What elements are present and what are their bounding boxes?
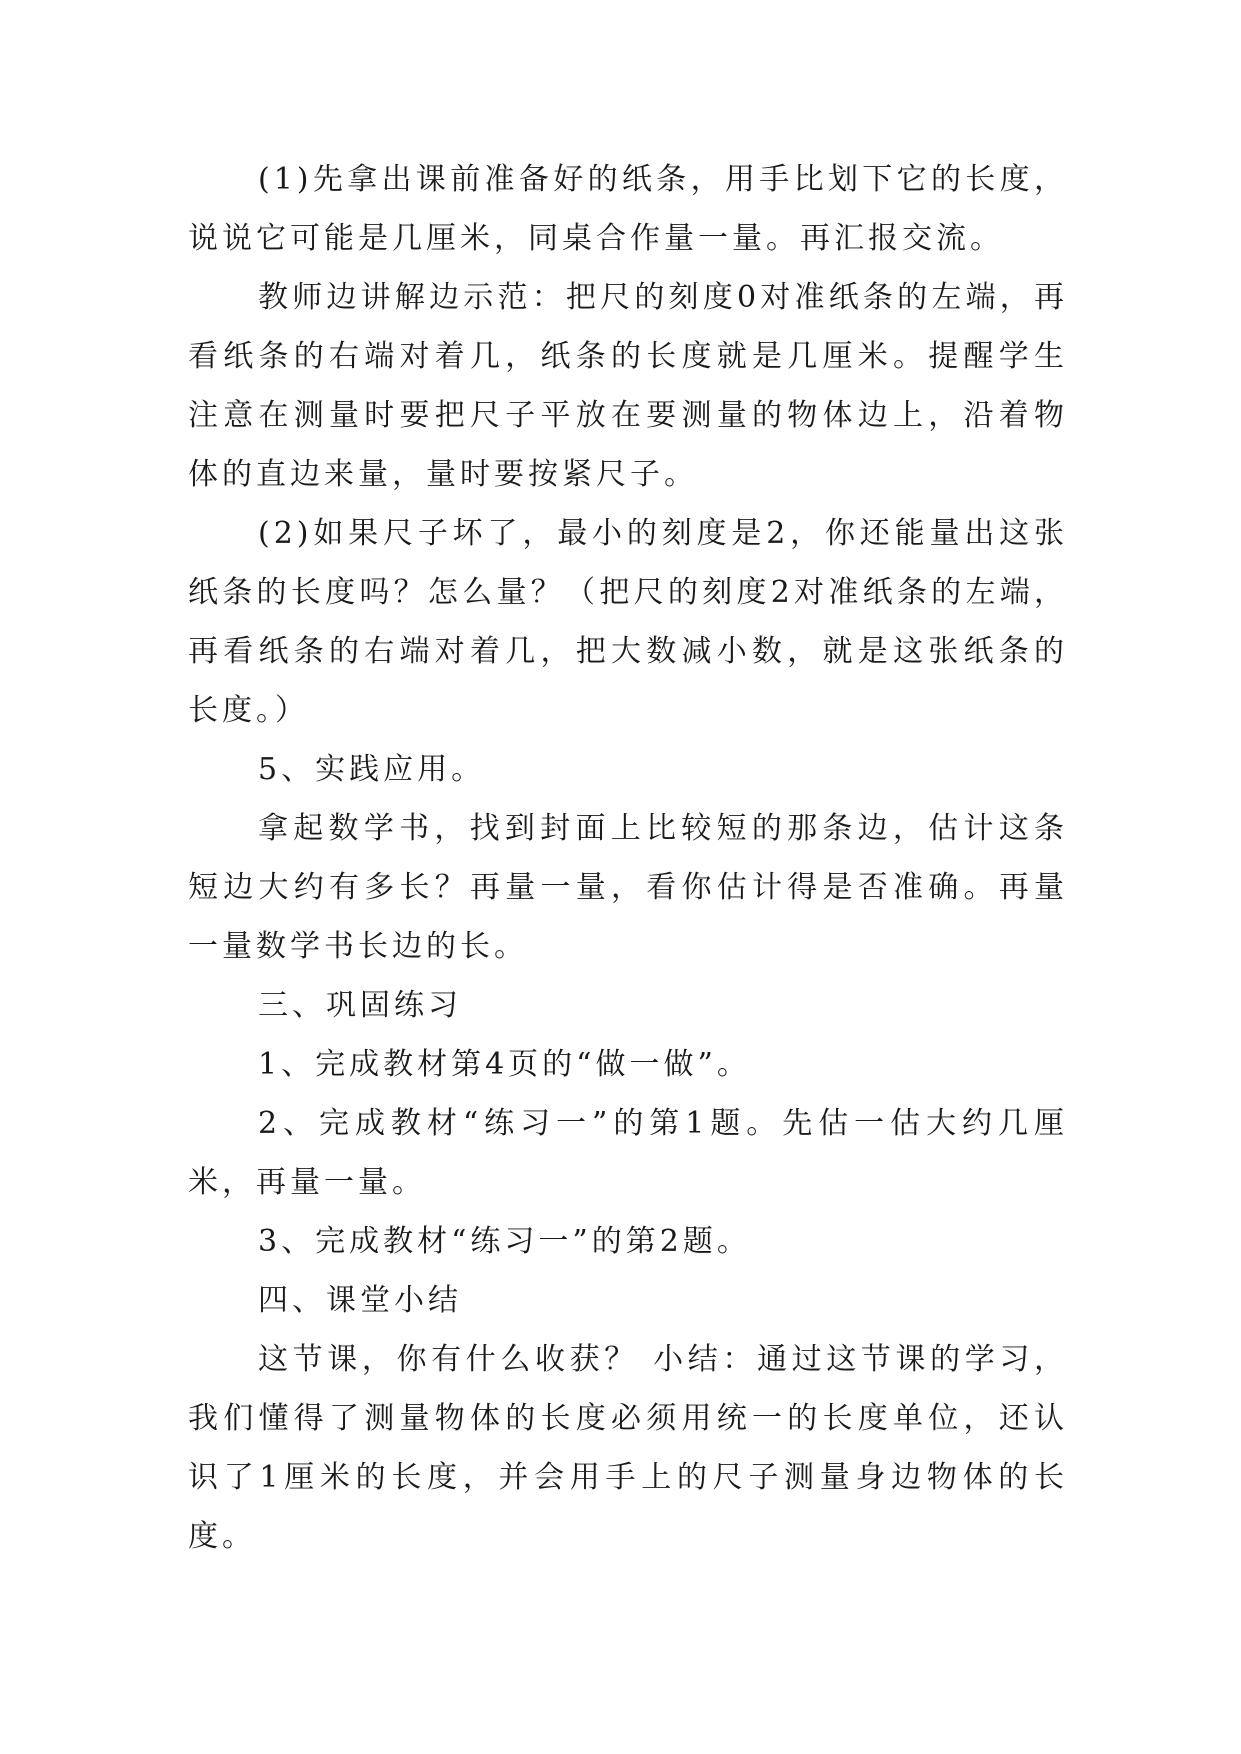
heading-class-summary: 四、课堂小结 bbox=[258, 1283, 462, 1318]
paragraph-math-book: 拿起数学书，找到封面上比较短的那条边，估计这条短边大约有多长？再量一量，看你估计得是否准确。再量一量数学书长边的长。 bbox=[188, 811, 1068, 964]
paragraph-summary: 这节课，你有什么收获？ 小结：通过这节课的学习，我们懂得了测量物体的长度必须用统一的长度单位，还认识了1厘米的长度，并会用手上的尺子测量身边物体的长度。 bbox=[188, 1342, 1068, 1554]
exercise-item-1: 1、完成教材第4页的“做一做”。 bbox=[258, 1047, 751, 1082]
document-page bbox=[188, 150, 1068, 1650]
paragraph-step-2: (2)如果尺子坏了，最小的刻度是2，你还能量出这张纸条的长度吗？怎么量？（把尺的刻度2对准纸条的左端，再看纸条的右端对着几，把大数减小数，就是这张纸条的长度。） bbox=[188, 516, 1068, 728]
exercise-item-2: 2、完成教材“练习一”的第1题。先估一估大约几厘米，再量一量。 bbox=[188, 1106, 1068, 1200]
exercise-item-3: 3、完成教材“练习一”的第2题。 bbox=[258, 1224, 751, 1259]
heading-practice-application: 5、实践应用。 bbox=[258, 752, 486, 787]
paragraph-teacher-demo: 教师边讲解边示范：把尺的刻度0对准纸条的左端，再看纸条的右端对着几，纸条的长度就是几厘米。提醒学生注意在测量时要把尺子平放在要测量的物体边上，沿着物体的直边来量，量时要按紧尺子。 bbox=[188, 280, 1068, 492]
paragraph-step-1: (1)先拿出课前准备好的纸条，用手比划下它的长度，说说它可能是几厘米，同桌合作量一量。再汇报交流。 bbox=[188, 162, 1068, 256]
heading-consolidation-exercise: 三、巩固练习 bbox=[258, 988, 462, 1023]
